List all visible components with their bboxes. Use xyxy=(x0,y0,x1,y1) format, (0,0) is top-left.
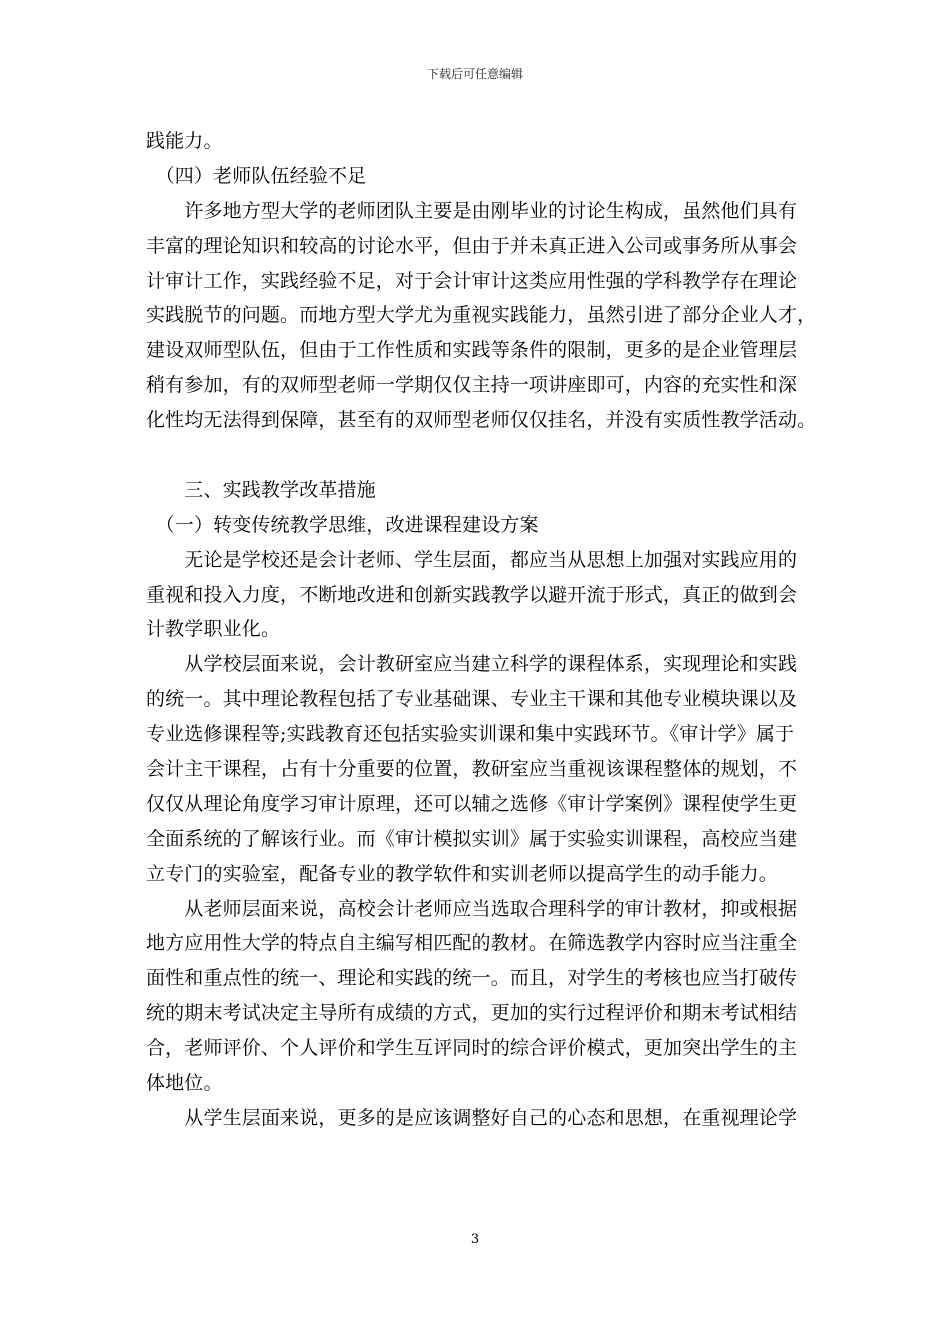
text-line: 立专门的实验室，配备专业的教学软件和实训老师以提高学生的动手能力。 xyxy=(146,862,778,885)
chapter-heading: 三、实践教学改革措施 xyxy=(146,478,376,501)
text-line: 丰富的理论知识和较高的讨论水平，但由于并未真正进入公司或事务所从事会 xyxy=(146,234,798,257)
text-line: 稍有参加，有的双师型老师一学期仅仅主持一项讲座即可，内容的充实性和深 xyxy=(146,374,798,397)
text-line: 许多地方型大学的老师团队主要是由刚毕业的讨论生构成，虽然他们具有 xyxy=(146,199,798,222)
text-line: 全面系统的了解该行业。而《审计模拟实训》属于实验实训课程，高校应当建 xyxy=(146,827,798,850)
text-line: 从学生层面来说，更多的是应该调整好自己的心态和思想，在重视理论学 xyxy=(146,1106,798,1129)
text-line: 实践脱节的问题。而地方型大学尤为重视实践能力，虽然引进了部分企业人才， xyxy=(146,304,817,327)
text-line: 会计主干课程，占有十分重要的位置，教研室应当重视该课程整体的规划，不 xyxy=(146,758,798,781)
text-line: 化性均无法得到保障，甚至有的双师型老师仅仅挂名，并没有实质性教学活动。 xyxy=(146,409,817,432)
text-line: 无论是学校还是会计老师、学生层面，都应当从思想上加强对实践应用的 xyxy=(146,548,798,571)
document-body xyxy=(146,124,836,1136)
text-line: 仅仅从理论角度学习审计原理，还可以辅之选修《审计学案例》课程使学生更 xyxy=(146,792,798,815)
text-line: 计教学职业化。 xyxy=(146,618,281,641)
paragraph-spacer xyxy=(146,438,836,473)
page-number: 3 xyxy=(470,1232,480,1247)
text-line: 体地位。 xyxy=(146,1072,223,1095)
text-line: 建设双师型队伍，但由于工作性质和实践等条件的限制，更多的是企业管理层 xyxy=(146,339,798,362)
text-line: 践能力。 xyxy=(146,130,223,152)
text-line: 计审计工作，实践经验不足，对于会计审计这类应用性强的学科教学存在理论 xyxy=(146,269,798,292)
text-line: 的统一。其中理论教程包括了专业基础课、专业主干课和其他专业模块课以及 xyxy=(146,688,798,711)
page-header: 下载后可任意编辑 xyxy=(426,67,523,81)
section-heading: （四）老师队伍经验不足 xyxy=(146,164,367,187)
text-line: 统的期末考试决定主导所有成绩的方式，更加的实行过程评价和期末考试相结 xyxy=(146,1002,798,1025)
text-line: 从老师层面来说，高校会计老师应当选取合理科学的审计教材，抑或根据 xyxy=(146,897,798,920)
text-line: 地方应用性大学的特点自主编写相匹配的教材。在筛选教学内容时应当注重全 xyxy=(146,932,798,955)
text-line: 合，老师评价、个人评价和学生互评同时的综合评价模式，更加突出学生的主 xyxy=(146,1037,798,1060)
text-line: 专业选修课程等;实践教育还包括实验实训课和集中实践环节。《审计学》属于 xyxy=(146,723,795,746)
section-heading: （一）转变传统教学思维，改进课程建设方案 xyxy=(146,513,539,536)
text-line: 面性和重点性的统一、理论和实践的统一。而且，对学生的考核也应当打破传 xyxy=(146,967,798,990)
text-line: 重视和投入力度，不断地改进和创新实践教学以避开流于形式，真正的做到会 xyxy=(146,583,798,606)
text-line: 从学校层面来说，会计教研室应当建立科学的课程体系，实现理论和实践 xyxy=(146,653,798,676)
